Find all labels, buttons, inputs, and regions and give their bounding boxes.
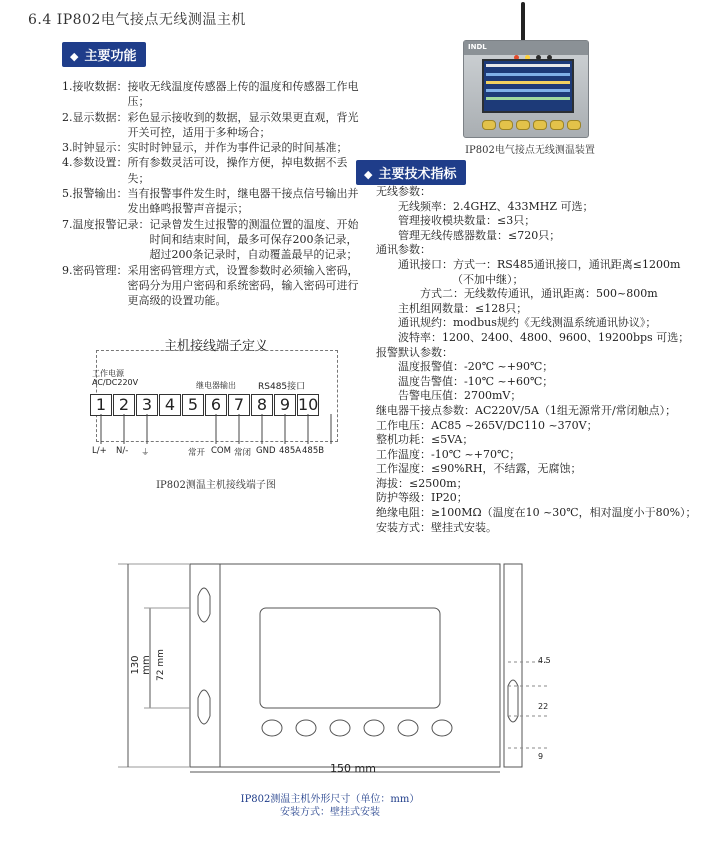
spec-line: 管理无线传感器数量：≤720只； — [398, 228, 561, 242]
terminal-caption: IP802测温主机接线端子图 — [156, 480, 276, 491]
spec-line: 波特率：1200、2400、4800、9600、19200bps 可选； — [398, 330, 690, 344]
inner-height-dimension-label: 72 mm — [156, 649, 166, 681]
specs-heading-label: 主要技术指标 — [378, 167, 457, 182]
side-dim-3: 9 — [538, 752, 544, 761]
functions-heading — [62, 42, 146, 67]
device-caption: IP802电气接点无线测温装置 — [465, 145, 595, 156]
diamond-icon: ◆ — [70, 50, 79, 63]
function-item — [62, 263, 362, 309]
specs-list — [376, 185, 706, 535]
spec-line: 通讯规约：modbus规约《无线测温系统通讯协议》； — [398, 316, 657, 330]
terminal-4: 4 — [159, 394, 181, 416]
function-item-label: 2.显示数据： — [62, 110, 128, 124]
spec-line: 继电器干接点参数：AC220V/5A（1组无源常开/常闭触点）； — [376, 403, 677, 417]
spec-line: 安装方式：壁挂式安装。 — [376, 520, 497, 534]
dimension-drawing — [110, 558, 560, 778]
spec-line: 方式二：无线数传通讯，通讯距离：500~800m — [420, 287, 658, 301]
section-title: 6.4 IP802电气接点无线测温主机 — [28, 12, 246, 28]
function-item-label: 4.参数设置： — [62, 156, 128, 170]
function-item-text: 所有参数灵活可设，操作方便，掉电数据不丢失； — [127, 156, 348, 185]
function-item — [62, 140, 362, 155]
function-item-text: 实时时钟显示，并作为事件记录的时间基准； — [127, 141, 348, 155]
terminal-title: 主机接线端子定义 — [163, 339, 268, 354]
rs485-label: RS485接口 — [258, 382, 306, 392]
function-item-label: 5.报警输出： — [62, 187, 128, 201]
terminal-bottom-label: ⏚ — [141, 448, 150, 458]
device-screen — [482, 59, 574, 113]
terminal-2: 2 — [113, 394, 135, 416]
spec-line: 告警电压值：2700mV； — [398, 389, 522, 403]
functions-list — [62, 79, 362, 308]
device-brand: INDL — [468, 43, 487, 51]
spec-line: 温度告警值：-10℃ ~+60℃； — [398, 374, 554, 388]
terminal-bottom-label: 485B — [302, 446, 325, 456]
terminal-bottom-label: L/+ — [92, 446, 107, 456]
device-buttons — [482, 115, 584, 134]
function-item-text: 接收无线温度传感器上传的温度和传感器工作电压； — [127, 80, 359, 109]
terminal-bottom-label: COM — [211, 446, 231, 456]
terminal-6: 6 — [205, 394, 227, 416]
device-photo — [463, 40, 589, 138]
function-item — [62, 79, 362, 110]
diamond-icon: ◆ — [364, 168, 373, 181]
function-item-text: 采用密码管理方式，设置参数时必须输入密码，密码分为用户密码和系统密码，输入密码可进行更高级的设置功能。 — [127, 263, 359, 308]
spec-line: 工作温度：-10℃ ~+70℃； — [376, 447, 521, 461]
spec-line: 无线参数： — [376, 185, 431, 198]
spec-line: 通讯参数： — [376, 243, 431, 257]
terminal-bottom-label: GND — [256, 446, 276, 456]
terminal-5: 5 — [182, 394, 204, 416]
function-item-text: 彩色显示接收到的数据，显示效果更直观，背光开关可控，适用于多种场合； — [127, 110, 359, 139]
function-item-label: 1.接收数据： — [62, 80, 128, 93]
terminal-bottom-label: 常闭 — [234, 448, 252, 458]
spec-line: 防护等级：IP20； — [376, 491, 468, 505]
power-sub-label: AC/DC220V — [92, 378, 139, 387]
spec-line: 工作电压：AC85 ~265V/DC110 ~370V； — [376, 418, 598, 432]
spec-line: 温度报警值：-20℃ ~+90℃； — [398, 360, 554, 374]
function-item-text: 当有报警事件发生时，继电器干接点信号输出并发出蜂鸣报警声音提示； — [127, 187, 359, 216]
spec-line: 整机功耗：≤5VA； — [376, 433, 474, 447]
functions-heading-label: 主要功能 — [84, 49, 137, 64]
spec-line: （不加中继）； — [452, 272, 524, 286]
terminal-10: 10 — [298, 395, 319, 414]
terminal-3: 3 — [136, 394, 158, 416]
function-item — [62, 110, 362, 141]
terminal-bottom-label: N/- — [116, 446, 129, 456]
terminal-1: 1 — [90, 394, 112, 416]
function-item — [62, 155, 362, 186]
spec-line: 工作湿度：≤90%RH，不结露，无腐蚀； — [376, 462, 582, 476]
relay-label: 继电器输出 — [196, 381, 236, 390]
spec-line: 主机组网数量：≤128只； — [398, 301, 528, 315]
power-label: 工作电源 — [92, 369, 124, 378]
function-item-text: 记录曾发生过报警的测温位置的温度、开始时间和结束时间，最多可保存200条记录，超过200条记录时，自动覆盖最早的记录； — [149, 217, 359, 262]
terminal-9: 9 — [274, 394, 296, 416]
function-item-label: 7.温度报警记录： — [62, 217, 150, 231]
function-item-label: 3.时钟显示： — [62, 141, 128, 155]
specs-heading — [356, 160, 466, 185]
width-dimension-label: 150 mm — [330, 762, 376, 775]
terminal-bottom-label: 485A — [279, 446, 302, 456]
terminal-bottom-label: 常开 — [188, 448, 206, 458]
side-dim-1: 4.5 — [538, 656, 551, 665]
antenna-graphic — [521, 2, 525, 42]
spec-line: 通讯接口：方式一：RS485通讯接口，通讯距离≤1200m — [398, 257, 681, 271]
spec-line: 绝缘电阻：≥100MΩ（温度在10 ~30℃，相对温度小于80%）； — [376, 506, 697, 520]
terminal-7: 7 — [228, 394, 250, 416]
side-dim-2: 22 — [538, 702, 549, 711]
spec-line: 报警默认参数： — [376, 345, 453, 359]
function-item — [62, 217, 362, 263]
dimension-caption-line1: IP802测温主机外形尺寸（单位：mm） — [240, 794, 420, 805]
spec-line: 管理接收模块数量：≤3只； — [398, 214, 536, 228]
spec-line: 海拔：≤2500m； — [376, 476, 468, 490]
terminal-8: 8 — [251, 394, 273, 416]
dimension-caption-line2: 安装方式：壁挂式安装 — [280, 807, 380, 818]
function-item — [62, 186, 362, 217]
spec-line: 无线频率：2.4GHZ、433MHZ 可选； — [398, 199, 594, 213]
terminal-leads — [90, 414, 340, 464]
function-item-label: 9.密码管理： — [62, 263, 128, 277]
height-dimension-label: 130 mm — [130, 655, 152, 675]
